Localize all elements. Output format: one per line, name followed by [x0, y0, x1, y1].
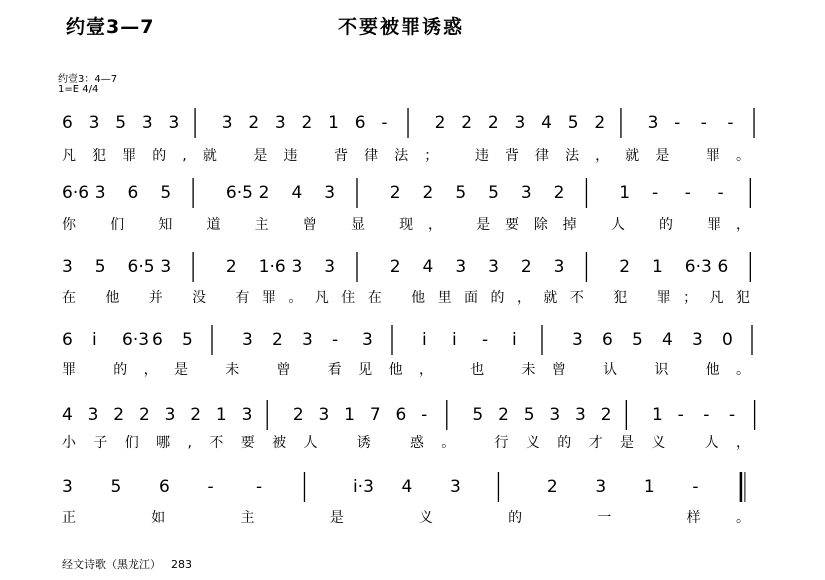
- note: -: [717, 183, 724, 203]
- note: 5: [110, 477, 122, 497]
- song-reference: 约壹3—7: [66, 16, 155, 38]
- note: 2: [619, 257, 631, 277]
- note: 3: [242, 330, 253, 350]
- song-title: 不要被罪诱惑: [338, 16, 465, 38]
- note: 0: [722, 330, 733, 350]
- note: 2: [301, 113, 313, 133]
- note: 3: [274, 113, 286, 133]
- note: 1: [344, 405, 356, 425]
- note: 1: [652, 257, 663, 277]
- note: 5: [182, 330, 193, 350]
- note: 6: [62, 113, 73, 133]
- lyrics-line: 正 如 主 是 义 的 一 样。: [62, 510, 751, 526]
- note: 4: [62, 405, 73, 425]
- note: 3: [647, 113, 659, 133]
- note: 3: [164, 405, 176, 425]
- note: 6: [158, 477, 170, 497]
- note: 3: [160, 257, 172, 277]
- note: 6: [62, 330, 73, 350]
- note: -: [482, 330, 489, 350]
- note: 5: [160, 183, 172, 203]
- note: 6·3: [684, 257, 712, 277]
- note: 6: [152, 330, 163, 350]
- note: -: [728, 405, 736, 425]
- note: 5: [455, 183, 467, 203]
- note: i·3: [352, 477, 374, 497]
- note: 3: [94, 183, 106, 203]
- lyrics-line: 小子们哪,不要被人 诱 惑。 行义的才是义 人，: [62, 435, 751, 451]
- note: 2: [190, 405, 202, 425]
- source-page: 283: [171, 558, 192, 571]
- note: 2: [272, 330, 283, 350]
- note: 2: [498, 405, 509, 425]
- note: 2: [389, 257, 401, 277]
- note: 2: [389, 183, 401, 203]
- note: 2: [594, 113, 606, 133]
- note: 6·3: [122, 330, 150, 350]
- note: -: [207, 477, 214, 497]
- note: 3: [318, 405, 330, 425]
- note: 6: [354, 113, 366, 133]
- note: 2: [248, 113, 260, 133]
- note: 2: [546, 477, 558, 497]
- note: 3: [87, 405, 99, 425]
- note: 1: [215, 405, 227, 425]
- key-signature: 1=E 4/4: [58, 84, 99, 95]
- note: 2: [434, 113, 446, 133]
- note: 5: [94, 257, 106, 277]
- note: -: [703, 405, 710, 425]
- note: 3: [168, 113, 180, 133]
- note: 1: [328, 113, 339, 133]
- note: 1: [652, 405, 663, 425]
- note: 5: [488, 183, 499, 203]
- note: 3: [572, 330, 583, 350]
- note: 2: [520, 257, 532, 277]
- note: 3: [455, 257, 467, 277]
- note: 5: [472, 405, 484, 425]
- note: 3: [62, 477, 73, 497]
- note: 3: [302, 330, 313, 350]
- note: 3: [488, 257, 499, 277]
- note: 2: [600, 405, 612, 425]
- note: 3: [362, 330, 373, 350]
- note: 6: [395, 405, 407, 425]
- note: 3: [324, 183, 336, 203]
- note: 3: [62, 257, 73, 277]
- note: 2: [553, 183, 565, 203]
- note: 4: [541, 113, 552, 133]
- note: i: [512, 330, 517, 350]
- note: 6: [717, 257, 729, 277]
- note: 5: [632, 330, 643, 350]
- note: 3: [241, 405, 253, 425]
- note: 3: [520, 183, 532, 203]
- note: -: [381, 113, 388, 133]
- note: 2: [258, 183, 270, 203]
- note: 4: [422, 257, 434, 277]
- note: 3: [324, 257, 336, 277]
- note: 4: [291, 183, 303, 203]
- note: -: [700, 113, 707, 133]
- note: 3: [553, 257, 565, 277]
- note: 1·6: [258, 257, 286, 277]
- note: 3: [291, 257, 303, 277]
- note: -: [727, 113, 734, 133]
- source-note: [62, 556, 192, 572]
- note: 6·6: [62, 183, 90, 203]
- lyrics-line: 罪 的，是 未 曾 看见他， 也 未曾 认 识 他。: [62, 362, 751, 378]
- note: -: [332, 330, 339, 350]
- small-reference: 约壹3：4—7: [58, 74, 118, 85]
- note: i: [452, 330, 457, 350]
- note: 2: [422, 183, 434, 203]
- note: 2: [113, 405, 125, 425]
- note: 5: [115, 113, 127, 133]
- note: 5: [523, 405, 535, 425]
- source-book: 经文诗歌（黑龙江）: [62, 558, 161, 571]
- note: 3: [549, 405, 561, 425]
- note: 6: [127, 183, 139, 203]
- note: 2: [138, 405, 150, 425]
- note: 5: [567, 113, 579, 133]
- note: -: [652, 183, 659, 203]
- note: 3: [449, 477, 461, 497]
- lyrics-line: 在 他 并 没 有罪。凡住在 他里面的，就不 犯 罪；凡犯: [62, 290, 751, 306]
- note: 7: [369, 405, 381, 425]
- note: 3: [595, 477, 607, 497]
- note: 4: [662, 330, 673, 350]
- lyrics-line: 你 们 知 道 主 曾 显 现， 是要除掉 人 的 罪，: [62, 217, 750, 233]
- note: -: [255, 477, 263, 497]
- note: -: [421, 405, 428, 425]
- note: 3: [692, 330, 703, 350]
- note: 3: [141, 113, 153, 133]
- note: -: [684, 183, 691, 203]
- note: 2: [225, 257, 237, 277]
- note: 6·5: [127, 257, 155, 277]
- note: -: [674, 113, 681, 133]
- note: -: [677, 405, 684, 425]
- note: 3: [88, 113, 100, 133]
- note: 3: [514, 113, 526, 133]
- note: 4: [401, 477, 413, 497]
- note: 2: [487, 113, 499, 133]
- note: 3: [575, 405, 586, 425]
- lyrics-line: 凡犯罪的,就 是违 背律法； 违背律法，就是 罪。: [62, 148, 750, 164]
- note: i: [422, 330, 427, 350]
- note: -: [692, 477, 699, 497]
- note: 6: [602, 330, 613, 350]
- note: i: [92, 330, 97, 350]
- note: 2: [292, 405, 304, 425]
- note: 3: [221, 113, 233, 133]
- note: 6·5: [225, 183, 253, 203]
- note: 1: [643, 477, 655, 497]
- note: 1: [619, 183, 631, 203]
- note: 2: [461, 113, 473, 133]
